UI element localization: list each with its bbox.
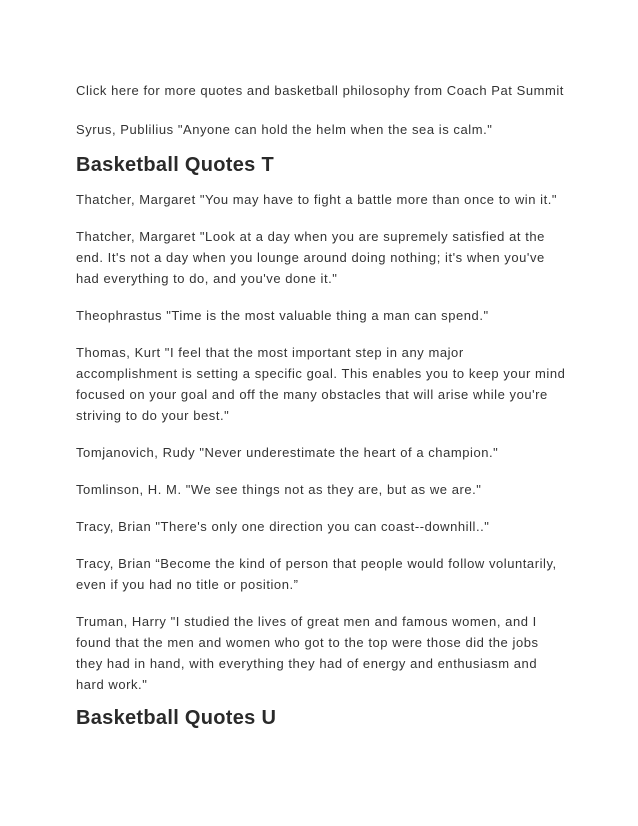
quote-thomas: Thomas, Kurt "I feel that the most important step in any major accomplishment is setting a specific goal. This enables you to keep your mind focused on your goal and off the many obstacles that will arise while you're striving to do your best."	[76, 345, 566, 423]
more-quotes-link[interactable]: Click here for more quotes and basketball philosophy from Coach Pat Summit	[76, 83, 564, 98]
quote-thatcher-2: Thatcher, Margaret "Look at a day when you are supremely satisfied at the end. It's not a day when you lounge around doing nothing; it's when you've had everything to do, and you've done it."	[76, 229, 545, 286]
quote-truman: Truman, Harry "I studied the lives of great men and famous women, and I found that the men and women who got to the top were those did the jobs they had in hand, with everything they had of energy and enthusiasm and hard work."	[76, 614, 539, 692]
section-heading-t: Basketball Quotes T	[76, 154, 274, 176]
quote-thatcher-1: Thatcher, Margaret "You may have to fight a battle more than once to win it."	[76, 192, 558, 207]
quote-tomjanovich: Tomjanovich, Rudy "Never underestimate the heart of a champion."	[76, 445, 499, 460]
more-quotes-link-paragraph	[76, 80, 566, 101]
quote-theophrastus: Theophrastus "Time is the most valuable thing a man can spend."	[76, 308, 489, 323]
quote-tomlinson: Tomlinson, H. M. "We see things not as they are, but as we are."	[76, 482, 482, 497]
quote-tracy-1: Tracy, Brian "There's only one direction you can coast--downhill.."	[76, 519, 490, 534]
document-page	[76, 80, 566, 742]
quote-syrus: Syrus, Publilius "Anyone can hold the helm when the sea is calm."	[76, 122, 493, 137]
quote-tracy-2: Tracy, Brian “Become the kind of person that people would follow voluntarily, even if you had no title or position.”	[76, 556, 557, 592]
section-heading-u: Basketball Quotes U	[76, 707, 277, 729]
